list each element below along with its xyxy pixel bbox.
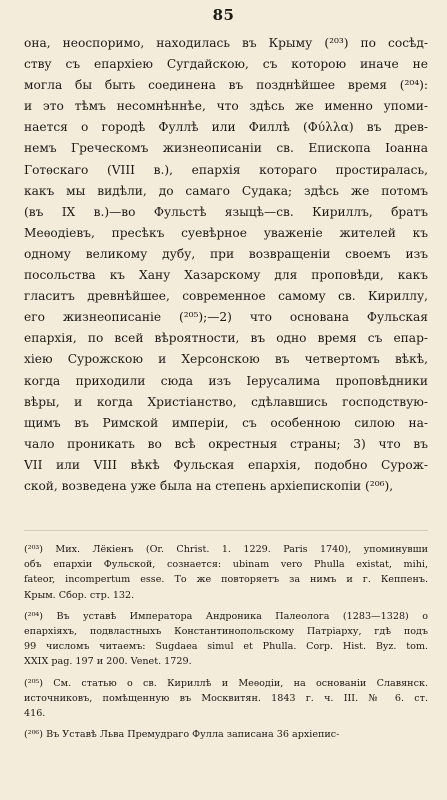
text-line: ской, возведена уже была на степень архіепископіи (²⁰⁶),	[24, 478, 394, 493]
text-line: и это тѣмъ несомнѣннѣе, что здѣсь же именно упоми-	[24, 99, 428, 114]
footnote-line: епархіяхъ, подвластныхъ Константинопольскому Патріарху, гдѣ подъ	[24, 626, 428, 638]
footnote-line: объ епархіи Фульской, сознается: ubinam vero Phulla existat, mihi,	[24, 559, 428, 571]
footnote-line: источниковъ, помѣщенную въ Москвитян. 1843 г. ч. III. № 6. ст.	[24, 692, 428, 704]
footnote-line: (²⁰³) Мих. Лёкіенъ (Or. Christ. 1. 1229. Paris 1740), упоминувши	[24, 544, 428, 555]
footnote-line: fateor, incompertum esse. То же повторяетъ за нимъ и г. Кеппенъ.	[24, 574, 428, 586]
text-line: щимъ въ Римской имперіи, съ особенною силою на-	[24, 415, 428, 430]
footnote-line: 99 числомъ читаемъ: Sugdaea simul et Phulla. Corp. Hist. Byz. tom.	[24, 641, 428, 653]
footnote-line: Крым. Сбор. стр. 132.	[24, 589, 135, 601]
text-line: Готѳскаго (VIII в.), епархія котораго простиралась,	[24, 162, 428, 177]
text-line: одному великому дубу, при возвращеніи своемъ изъ	[24, 246, 428, 261]
text-line: вѣры, и когда Христіанство, сдѣлавшись господствую-	[24, 394, 428, 409]
text-line: Меѳодіевъ, пресѣкъ суевѣрное уваженіе жителей къ	[24, 225, 428, 240]
text-line: ству съ епархіею Сугдайскою, съ которою иначе не	[24, 57, 428, 72]
text-line: когда приходили сюда изъ Іерусалима проповѣдники	[24, 373, 428, 388]
footnote-line: XXIX pag. 197 и 200. Venet. 1729.	[24, 656, 192, 668]
page-number: 85	[212, 6, 235, 24]
footnote	[24, 542, 428, 603]
main-text	[24, 33, 428, 497]
text-line: его жизнеописаніе (²⁰⁵);—2) что основана Фульская	[24, 310, 428, 325]
footnote	[24, 676, 428, 722]
text-line: она, неоспоримо, находилась въ Крыму (²⁰³) по сосѣд-	[24, 36, 428, 50]
text-line: немъ Греческомъ жизнеописаніи св. Епископа Іоанна	[24, 141, 428, 156]
text-line: какъ мы видѣли, до самаго Судака; здѣсь же потомъ	[24, 183, 428, 198]
text-line: хіею Сурожскою и Херсонскою въ четвертомъ вѣкѣ,	[24, 352, 428, 367]
text-line: посольства къ Хану Хазарскому для проповѣди, какъ	[24, 268, 428, 283]
footnote-line: 416.	[24, 708, 46, 720]
text-line: гласитъ древнѣйшее, современное самому св. Кириллу,	[24, 289, 428, 304]
footnote-divider	[24, 530, 428, 531]
footnote	[24, 609, 428, 670]
footnotes	[24, 542, 428, 748]
footnote-line: (²⁰⁴) Въ уставѣ Императора Андроника Палеолога (1283—1328) о	[24, 610, 428, 622]
text-line: нается о городѣ Фуллѣ или Филлѣ (Φύλλα) въ древ-	[24, 120, 428, 135]
text-line: (въ IX в.)—во Фульстѣ языцѣ—св. Кириллъ, братъ	[24, 204, 428, 219]
footnote-line: (²⁰⁶) Въ Уставѣ Льва Премудраго Фулла записана 36 архіепис-	[24, 729, 340, 741]
footnote	[24, 727, 428, 742]
footnote-line: (²⁰⁵) См. статью о св. Кириллѣ и Меѳодіи, на основаніи Славянск.	[24, 677, 428, 689]
text-line: могла бы быть соединена въ позднѣйшее время (²⁰⁴):	[24, 78, 428, 93]
text-line: епархія, по всей вѣроятности, въ одно время съ епар-	[24, 331, 428, 346]
text-line: VII или VIII вѣкѣ Фульская епархія, подобно Сурож-	[24, 457, 428, 472]
text-line: чало проникать во всѣ окрестныя страны; 3) что въ	[24, 436, 428, 451]
